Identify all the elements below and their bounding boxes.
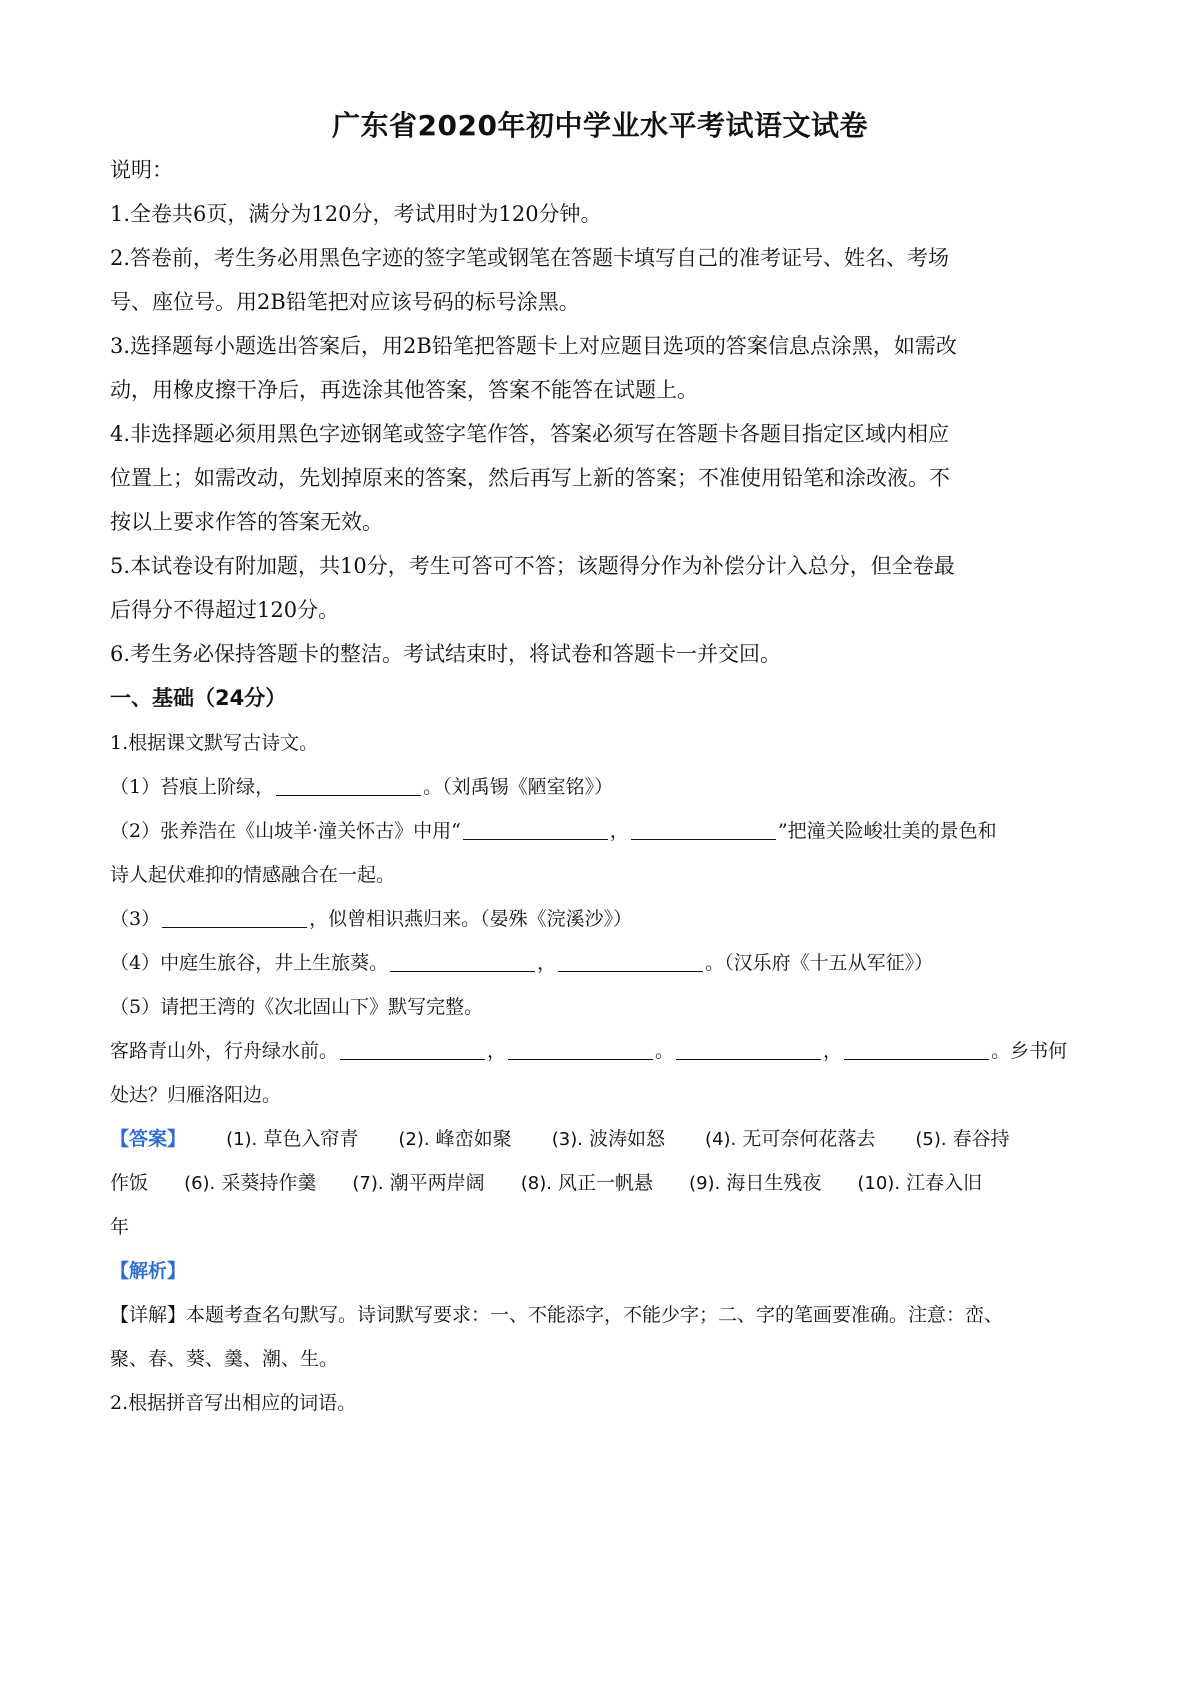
answer-item: 年 xyxy=(110,1216,130,1238)
answer-blank xyxy=(508,1039,653,1060)
question-text: ， xyxy=(537,952,557,974)
analysis-label: 【解析】 xyxy=(110,1260,187,1282)
question-text: （4）中庭生旅谷，井上生旅葵。 xyxy=(110,952,389,974)
instruction-line: 1.全卷共6页，满分为120分，考试用时为120分钟。 xyxy=(110,202,602,226)
instruction-line: 动，用橡皮擦干净后，再选涂其他答案，答案不能答在试题上。 xyxy=(110,378,698,402)
instruction-line: 后得分不得超过120分。 xyxy=(110,598,340,622)
question-text: 。 xyxy=(655,1040,675,1062)
question-stem: 2.根据拼音写出相应的词语。 xyxy=(110,1392,357,1414)
answer-item: (1). 草色入帘青 xyxy=(226,1128,359,1150)
answer-item: (9). 海日生残夜 xyxy=(689,1172,822,1194)
question-text: 客路青山外，行舟绿水前。 xyxy=(110,1040,339,1062)
detail-line: 聚、春、葵、羹、潮、生。 xyxy=(110,1348,339,1370)
answer-blank xyxy=(463,819,608,840)
detail-line: 【详解】本题考查名句默写。诗词默写要求：一、不能添字，不能少字；二、字的笔画要准确。注意：峦、 xyxy=(110,1304,1004,1326)
answer-blank xyxy=(676,1039,821,1060)
instructions-heading: 说明： xyxy=(110,158,173,182)
instruction-line: 按以上要求作答的答案无效。 xyxy=(110,510,383,534)
question-text: ， xyxy=(609,820,629,842)
question-item-3 xyxy=(110,904,632,931)
question-text: 。（刘禹锡《陋室铭》） xyxy=(423,776,614,798)
answer-line-3 xyxy=(110,1212,129,1239)
question-item-5: （5）请把王湾的《次北固山下》默写完整。 xyxy=(110,996,484,1018)
answer-blank xyxy=(276,775,421,796)
instruction-line: 3.选择题每小题选出答案后，用2B铅笔把答题卡上对应题目选项的答案信息点涂黑，如需改 xyxy=(110,334,957,358)
question-item-5-line xyxy=(110,1036,1067,1063)
question-item-2 xyxy=(110,816,997,843)
question-text: ”把潼关险峻壮美的景色和 xyxy=(777,820,997,842)
answer-item: (6). 采葵持作羹 xyxy=(184,1172,317,1194)
answer-blank xyxy=(844,1039,989,1060)
question-text: （3） xyxy=(110,908,161,930)
page-title: 广东省2020年初中学业水平考试语文试卷 xyxy=(332,109,868,142)
instruction-line: 2.答卷前，考生务必用黑色字迹的签字笔或钢笔在答题卡填写自己的准考证号、姓名、考场 xyxy=(110,246,950,270)
instruction-line: 6.考生务必保持答题卡的整洁。考试结束时，将试卷和答题卡一并交回。 xyxy=(110,642,782,666)
answer-blank xyxy=(631,819,776,840)
answer-item: 作饭 xyxy=(110,1172,149,1194)
answer-blank xyxy=(558,951,703,972)
instruction-line: 位置上；如需改动，先划掉原来的答案，然后再写上新的答案；不准使用铅笔和涂改液。不 xyxy=(110,466,950,490)
question-text: ， xyxy=(823,1040,843,1062)
analysis-tag xyxy=(110,1256,186,1283)
answer-item: (2). 峰峦如聚 xyxy=(398,1128,512,1150)
question-item-4 xyxy=(110,948,933,975)
question-text: （1）苔痕上阶绿， xyxy=(110,776,275,798)
section-heading: 一、基础（24分） xyxy=(110,686,287,710)
instruction-line: 号、座位号。用2B铅笔把对应该号码的标号涂黑。 xyxy=(110,290,580,314)
answer-item: (3). 波涛如怒 xyxy=(551,1128,665,1150)
question-item-5-cont: 处达？归雁洛阳边。 xyxy=(110,1084,282,1106)
question-text: ，似曾相识燕归来。（晏殊《浣溪沙》） xyxy=(309,908,633,930)
answer-blank xyxy=(390,951,535,972)
question-text: ， xyxy=(487,1040,507,1062)
instruction-line: 5.本试卷设有附加题，共10分，考生可答可不答；该题得分作为补偿分计入总分，但全卷最 xyxy=(110,554,955,578)
answer-item: (10). 江春入旧 xyxy=(857,1172,983,1194)
instruction-line: 4.非选择题必须用黑色字迹钢笔或签字笔作答，答案必须写在答题卡各题目指定区域内相应 xyxy=(110,422,950,446)
question-text: 。乡书何 xyxy=(991,1040,1068,1062)
question-item-1 xyxy=(110,772,613,799)
answer-tag: 【答案】 xyxy=(110,1128,187,1150)
answer-item: (5). 春谷持 xyxy=(915,1128,1010,1150)
question-text: 。（汉乐府《十五从军征》） xyxy=(705,952,934,974)
question-item-2-cont: 诗人起伏难抑的情感融合在一起。 xyxy=(110,864,396,886)
answer-line-1 xyxy=(110,1124,1010,1151)
answer-line-2 xyxy=(110,1168,982,1195)
answer-item: (8). 风正一帆悬 xyxy=(520,1172,653,1194)
answer-blank xyxy=(340,1039,485,1060)
question-text: （2）张养浩在《山坡羊·潼关怀古》中用“ xyxy=(110,820,461,842)
question-stem: 1.根据课文默写古诗文。 xyxy=(110,732,319,754)
answer-blank xyxy=(162,907,307,928)
answer-item: (7). 潮平两岸阔 xyxy=(352,1172,485,1194)
answer-item: (4). 无可奈何花落去 xyxy=(705,1128,876,1150)
